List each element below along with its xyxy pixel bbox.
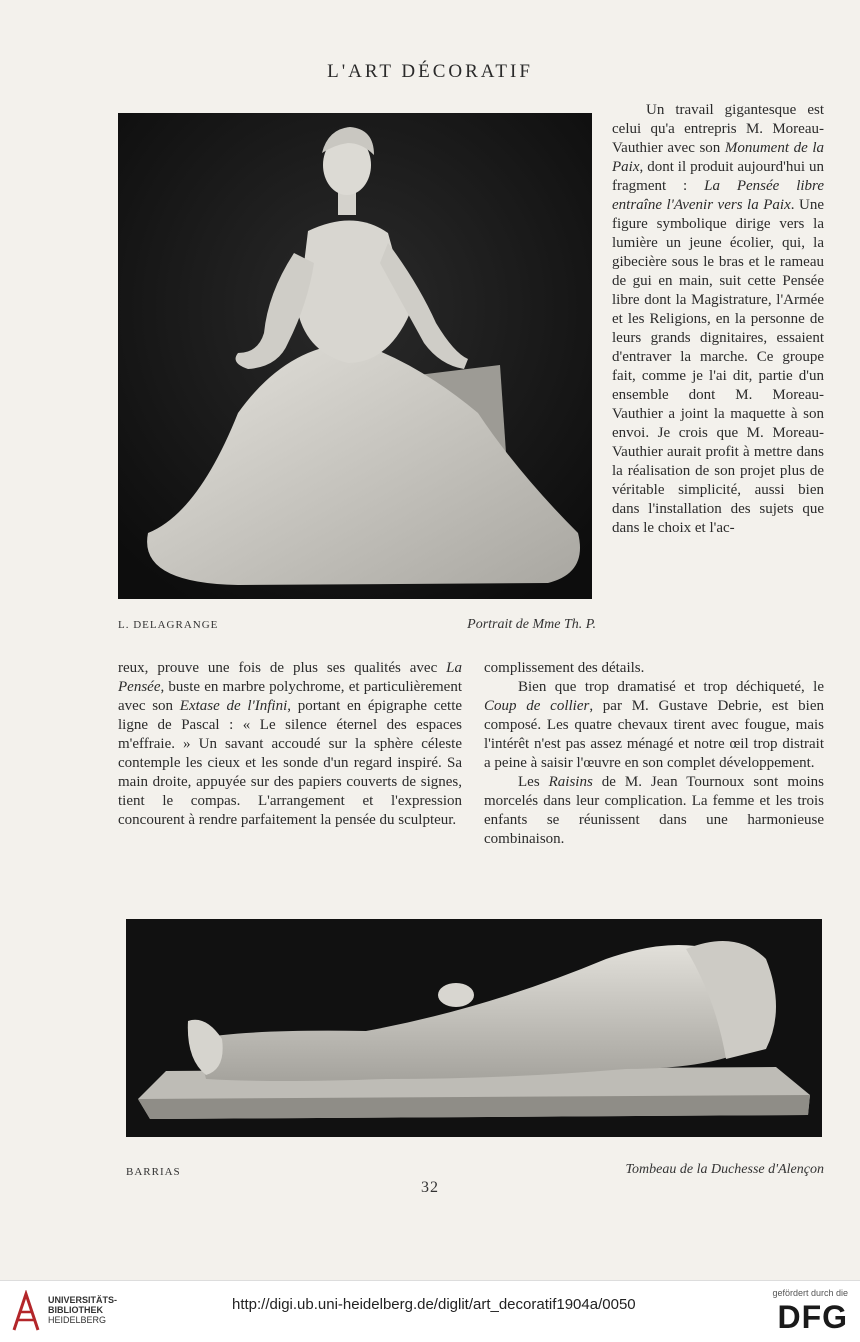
text-column-right-top	[612, 101, 824, 538]
permalink-url[interactable]: http://digi.ub.uni-heidelberg.de/diglit/art_decoratif1904a/0050	[232, 1296, 636, 1313]
page-number: 32	[421, 1179, 439, 1196]
sculpture-portrait-image	[118, 113, 592, 599]
university-library-logo-icon[interactable]	[8, 1290, 44, 1334]
paragraph-monument	[612, 101, 824, 538]
digitization-footer	[0, 1280, 860, 1342]
paragraph-tournoux	[484, 773, 824, 849]
text-column-right-bottom	[484, 659, 824, 849]
italic-title: Extase de l'Infini	[179, 698, 288, 714]
paragraph-debrie	[484, 678, 824, 773]
text-run: Bien que trop dramatisé et trop déchiqueté, le	[518, 679, 824, 695]
text-run: , dont il produit aujourd'hui un fragment :	[612, 159, 824, 194]
sculpture-portrait-photo	[118, 113, 592, 599]
italic-title: La Pensée	[118, 660, 462, 695]
text-run: . Une figure symbolique dirige vers la lumière un jeune écolier, qui, la gibecière sous le bras et le rameau de gui en main, suit cette Pensée libre dont la Magistrature, l'Armée et les Religions, en la personne de leurs grands dignitaires, essaient d'entraver la marche. Ce groupe fait, comme je l'ai dit, partie d'un ensemble dont M. Moreau-Vauthier a joint la maquette à son envoi. Je crois que M. Moreau-Vauthier aurait profit à mettre dans la réalisation de son projet plus de véritable simplicité, aussi bien dans l'installation des sujets que dans le choix et l'ac-	[612, 197, 824, 536]
paragraph-continuation: complissement des détails.	[484, 660, 645, 676]
running-header: L'ART DÉCORATIF	[327, 61, 533, 82]
library-name-line: UNIVERSITÄTS-	[48, 1295, 118, 1305]
library-name-line: HEIDELBERG	[48, 1315, 107, 1325]
funding-note: gefördert durch die	[772, 1288, 848, 1298]
paragraph-pensee	[118, 659, 462, 830]
text-run: reux, prouve une fois de plus ses qualités avec	[118, 660, 447, 676]
tomb-sculpture-photo	[126, 919, 822, 1137]
dfg-logo[interactable]: DFG	[777, 1299, 848, 1335]
tomb-sculpture-image	[126, 919, 822, 1137]
university-library-name	[48, 1295, 117, 1325]
figure2-title-caption: Tombeau de la Duchesse d'Alençon	[625, 1162, 824, 1177]
library-name-line: BIBLIOTHEK	[48, 1305, 103, 1315]
figure2-artist-caption: BARRIAS	[126, 1166, 181, 1178]
figure1-artist-caption: L. DELAGRANGE	[118, 619, 219, 631]
text-run: , buste en marbre polychrome, et particulièrement avec son	[118, 679, 462, 714]
italic-title: Raisins	[548, 774, 593, 790]
italic-title: La Pensée libre entraîne l'Avenir vers la Paix	[612, 178, 824, 213]
text-run: Un travail gigantesque est celui qu'a entrepris M. Moreau-Vauthier avec son	[612, 102, 824, 156]
text-column-left	[118, 659, 462, 830]
italic-title: Coup de collier	[484, 698, 590, 714]
text-run: de M. Jean Tournoux sont moins morcelés dans leur complication. La femme et les trois enfants se réunissent dans une harmonieuse combinaison.	[484, 774, 824, 847]
text-run: , portant en épigraphe cette ligne de Pascal : « Le silence éternel des espaces m'effraie. » Un savant accoudé sur la sphère céleste contemple les cieux et les sonde d'un regard inspiré. Sa main droite, appuyée sur des papiers couverts de signes, tient le compas. L'arrangement et l'expression concourent à rendre parfaitement la pensée du sculpteur.	[118, 698, 463, 828]
text-run: Les	[518, 774, 549, 790]
figure1-title-caption: Portrait de Mme Th. P.	[467, 617, 596, 632]
italic-title: Monument de la Paix	[612, 140, 824, 175]
text-run: , par M. Gustave Debrie, est bien composé. Les quatre chevaux tirent avec fougue, mais l'intérêt n'est pas assez ménagé et notre œil trop distrait a peine à saisir l'œuvre en son complet développement.	[484, 698, 824, 771]
